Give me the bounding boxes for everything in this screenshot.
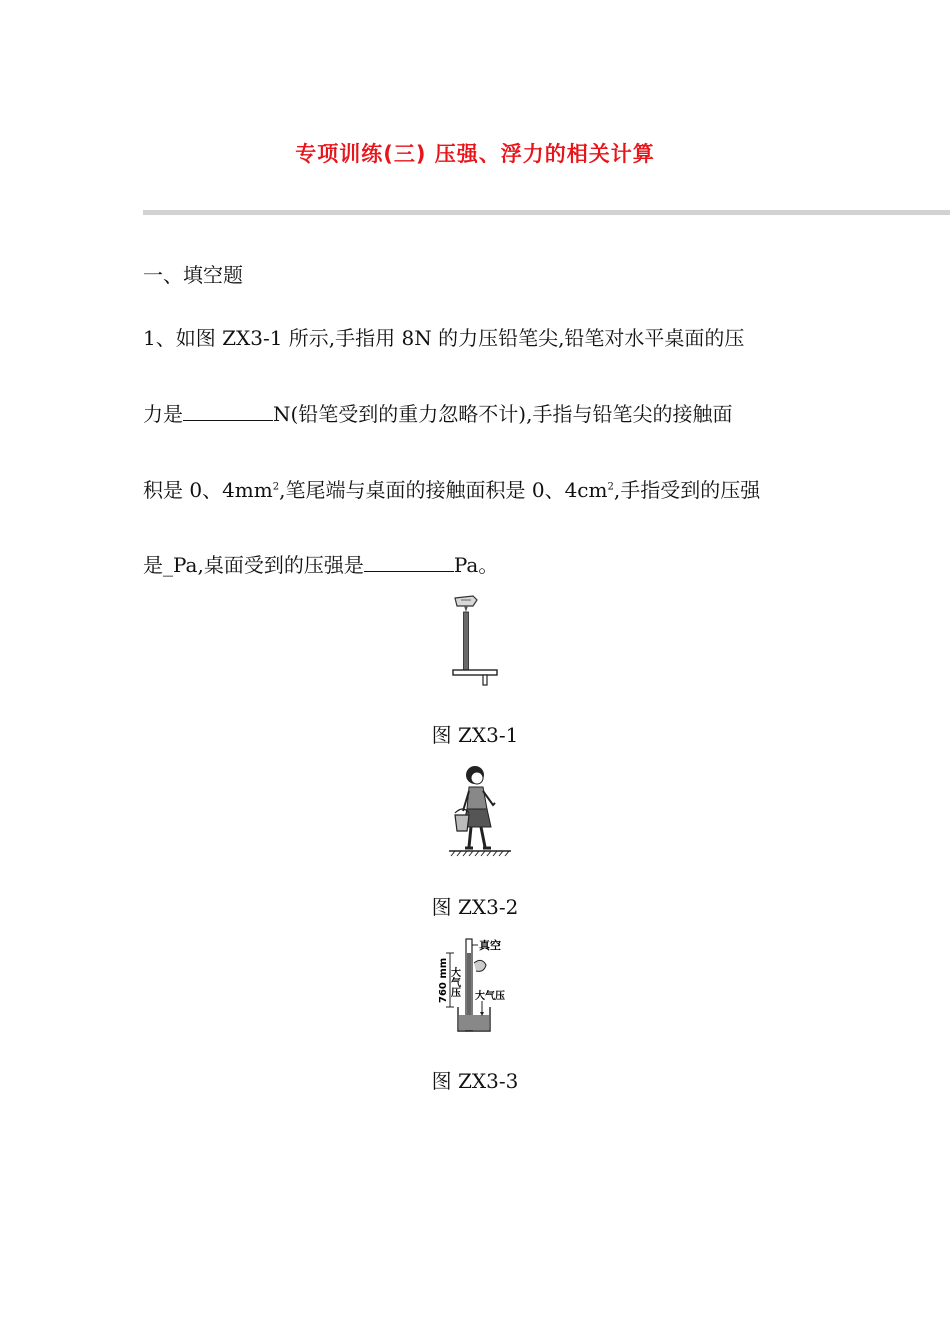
text-segment: 是_Pa,桌面受到的压强是 [143,553,364,577]
figure-pencil-image [445,592,505,688]
figure-caption-3: 图 ZX3-3 [431,1069,519,1093]
question-1-line-3 [143,474,760,503]
answer-blank[interactable] [183,402,273,421]
section-heading: 一、填空题 [143,263,243,287]
label-height: 760 mm [438,957,449,1003]
text-segment: N(铅笔受到的重力忽略不计),手指与铅笔尖的接触面 [273,402,733,426]
question-1-line-4 [143,549,498,578]
figure-caption-2: 图 ZX3-2 [431,895,519,919]
text-segment: 力是 [143,402,183,426]
text-segment: 积是 0、4mm [143,478,273,502]
label-vacuum: 真空 [479,939,501,952]
answer-blank[interactable] [364,553,454,572]
text-segment: Pa。 [453,553,499,577]
question-1-line-2 [143,398,732,427]
text-segment: ,手指受到的压强 [613,478,761,502]
figure-caption-1: 图 ZX3-1 [431,723,519,747]
question-1-line-1: 1、如图 ZX3-1 所示,手指用 8N 的力压铅笔尖,铅笔对水平桌面的压 [143,326,745,350]
figure-barometer-image [434,935,514,1035]
text-segment: ,笔尾端与桌面的接触面积是 0、4cm [279,478,608,502]
label-pressure-right: 大气压 [475,991,505,1002]
superscript: 2 [272,481,280,493]
superscript: 2 [607,481,614,493]
divider [143,210,950,215]
page-title: 专项训练(三) 压强、浮力的相关计算 [295,142,655,166]
label-pressure-left: 大气压 [448,967,460,997]
figure-girl-bucket-image [447,765,513,857]
